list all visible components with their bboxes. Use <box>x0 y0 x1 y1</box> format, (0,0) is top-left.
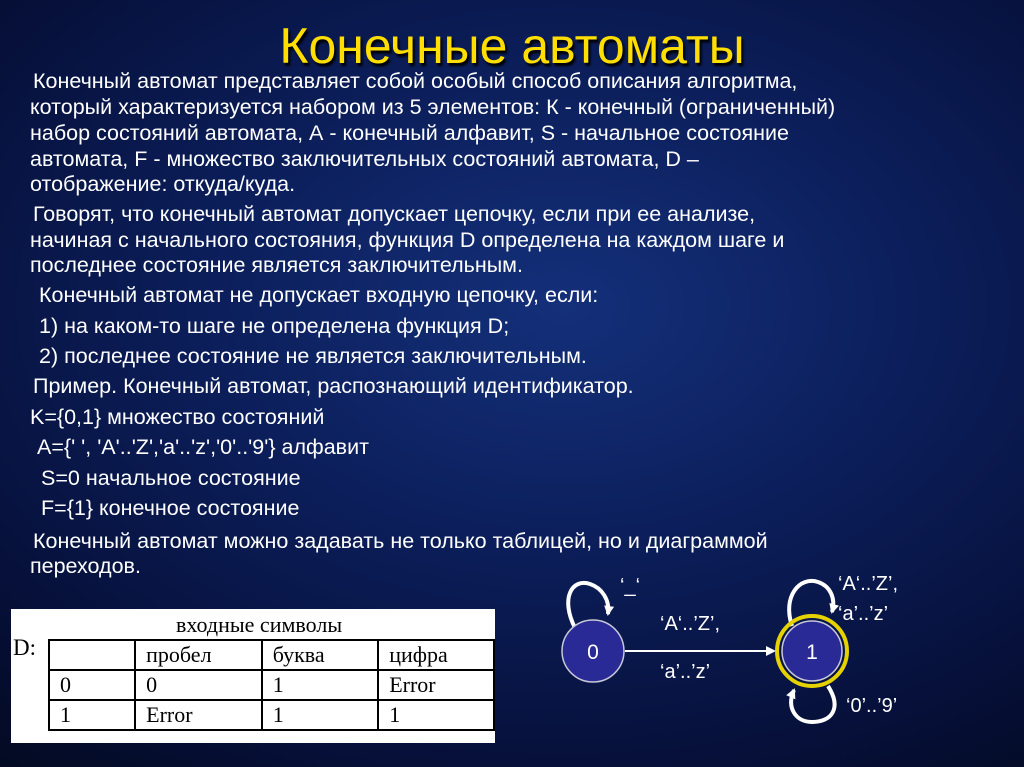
table-header-cell: пробел <box>135 640 262 670</box>
text-line: переходов. <box>30 554 141 578</box>
text-line: Конечный автомат можно задавать не только таблицей, но и диаграммой <box>33 529 768 553</box>
text-line: набор состояний автомата, А - конечный алфавит, S - начальное состояние <box>30 121 789 145</box>
loop-arrow-state-1-bottom <box>791 686 834 722</box>
text-line: Конечный автомат не допускает входную цепочку, если: <box>39 283 599 307</box>
loop-label-state-1: ‘a’..’z’ <box>838 603 889 625</box>
table-header-cell: цифра <box>378 640 494 670</box>
text-line: A={' ', 'A'..'Z','a'..'z','0'..'9'} алфавит <box>37 435 369 459</box>
state-0-label: 0 <box>587 641 599 664</box>
loop-label-state-1-digits: ‘0’..’9’ <box>846 695 898 717</box>
table-cell: 1 <box>262 700 378 730</box>
text-line: Конечный автомат представляет собой особый способ описания алгоритма, <box>33 69 798 93</box>
text-line: Говорят, что конечный автомат допускает цепочку, если при ее анализе, <box>33 202 756 226</box>
loop-label-state-1: ‘A‘..’Z’, <box>838 573 898 595</box>
text-line: K={0,1} множество состояний <box>30 405 325 429</box>
table-cell: 0 <box>135 670 262 700</box>
edge-label: ‘A‘..’Z’, <box>660 613 720 635</box>
text-line: автомата, F - множество заключительных состояний автомата, D – <box>30 147 699 171</box>
table-cell: 0 <box>49 670 135 700</box>
table-cell: Error <box>135 700 262 730</box>
text-line: отображение: откуда/куда. <box>30 172 296 196</box>
text-line: который характеризуется набором из 5 элементов: К - конечный (ограниченный) <box>30 95 836 119</box>
text-line: 2) последнее состояние не является заключительным. <box>39 344 587 368</box>
table-caption: входные символы <box>176 612 343 637</box>
table-header-cell: буква <box>262 640 378 670</box>
table-cell: 1 <box>49 700 135 730</box>
text-line: начиная с начального состояния, функция D определена на каждом шаге и <box>30 228 785 252</box>
text-line: 1) на каком-то шаге не определена функция D; <box>39 314 510 338</box>
state-1-label: 1 <box>806 641 818 664</box>
text-line: S=0 начальное состояние <box>41 466 301 490</box>
loop-label-state-0: ‘_‘ <box>620 575 641 597</box>
edge-label: ‘a’..’z’ <box>660 661 711 683</box>
text-line: Пример. Конечный автомат, распознающий идентификатор. <box>33 374 634 398</box>
text-line: последнее состояние является заключительным. <box>30 253 523 277</box>
slide-title: Конечные автоматы <box>279 18 745 74</box>
table-cell: 1 <box>262 670 378 700</box>
text-line: F={1} конечное состояние <box>41 496 300 520</box>
table-cell: 1 <box>378 700 494 730</box>
table-cell: Error <box>378 670 494 700</box>
table-label: D: <box>13 635 36 660</box>
